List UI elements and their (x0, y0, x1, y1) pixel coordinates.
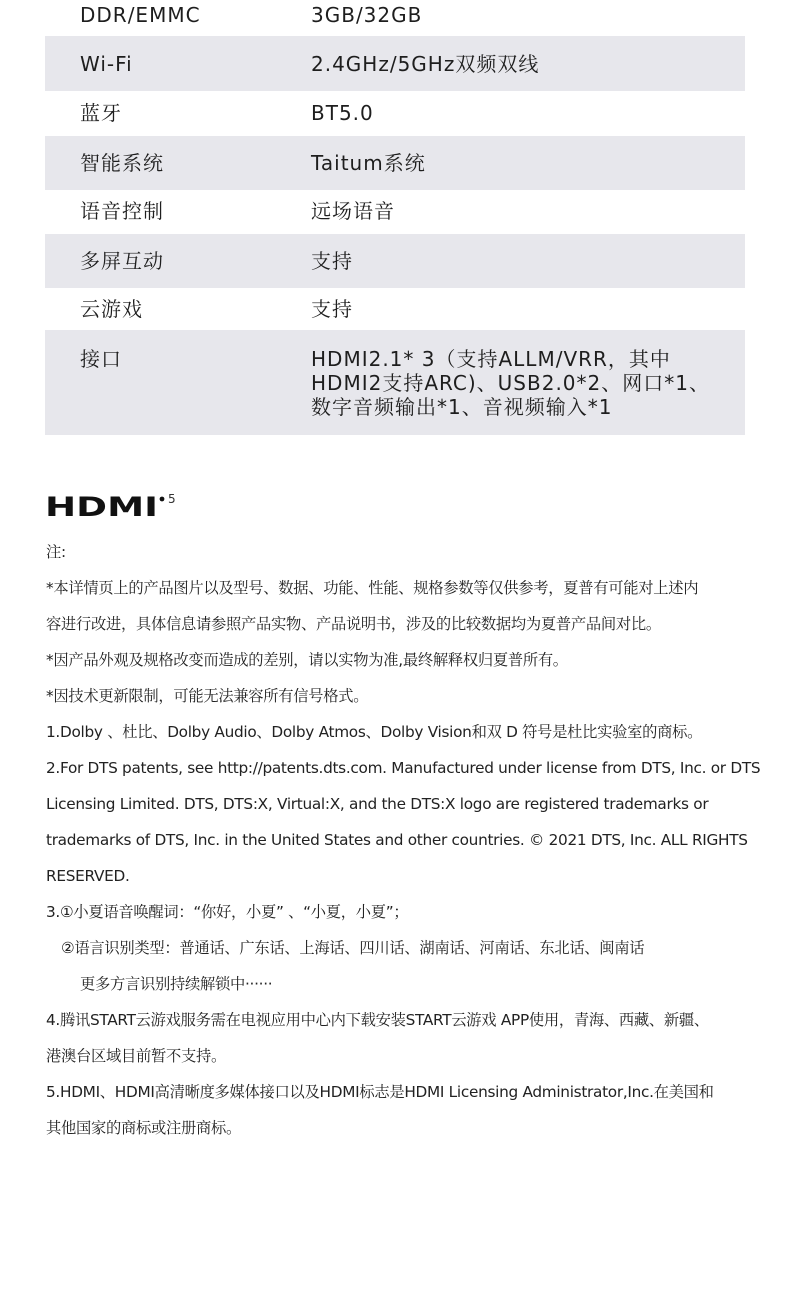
spec-label: 云游戏 (80, 297, 143, 321)
spec-row-wifi (45, 36, 745, 91)
note-line: 更多方言识别持续解锁中······ (80, 975, 273, 993)
spec-value: 远场语音 (311, 199, 395, 223)
spec-label: 多屏互动 (80, 249, 164, 273)
note-line: 5.HDMI、HDMI高清晰度多媒体接口以及HDMI标志是HDMI Licensing Administrator,Inc.在美国和 (46, 1083, 714, 1101)
hdmi-logo-text: HDMI (45, 492, 158, 522)
hdmi-logo (45, 490, 185, 526)
spec-value-line: HDMI2支持ARC)、USB2.0*2、网口*1、 (311, 371, 710, 395)
spec-value: 2.4GHz/5GHz双频双线 (311, 52, 540, 76)
note-line: *本详情页上的产品图片以及型号、数据、功能、性能、规格参数等仅供参考，夏普有可能对上述内 (46, 579, 699, 597)
note-line: 4.腾讯START云游戏服务需在电视应用中心内下载安装START云游戏 APP使用，青海、西藏、新疆、 (46, 1011, 709, 1029)
note-line: 其他国家的商标或注册商标。 (46, 1119, 241, 1137)
note-line: RESERVED. (46, 867, 130, 885)
note-line: ②语言识别类型：普通话、广东话、上海话、四川话、湖南话、河南话、东北话、闽南话 (61, 939, 645, 957)
spec-value: 支持 (311, 249, 353, 273)
spec-value: 3GB/32GB (311, 3, 423, 27)
note-line: 容进行改进，具体信息请参照产品实物、产品说明书，涉及的比较数据均为夏普产品间对比。 (46, 615, 661, 633)
note-line: *因技术更新限制，可能无法兼容所有信号格式。 (46, 687, 369, 705)
spec-row-system (45, 136, 745, 190)
spec-label: 语音控制 (80, 199, 164, 223)
spec-value-line: HDMI2.1* 3（支持ALLM/VRR，其中 (311, 347, 671, 371)
spec-label: 接口 (80, 347, 122, 371)
note-line: trademarks of DTS, Inc. in the United States and other countries. © 2021 DTS, Inc. ALL RIGHTS (46, 831, 748, 849)
spec-row-cloudgame (45, 288, 745, 330)
spec-label: DDR/EMMC (80, 3, 201, 27)
spec-row-multiscreen (45, 234, 745, 288)
note-line: 2.For DTS patents, see http://patents.dts.com. Manufactured under license from DTS, Inc. or DTS (46, 759, 761, 777)
spec-value-line: 数字音频输出*1、音视频输入*1 (311, 395, 613, 419)
hdmi-logo-superscript: 5 (168, 492, 176, 506)
notes-heading: 注: (46, 543, 66, 561)
spec-value: 支持 (311, 297, 353, 321)
note-line: 1.Dolby 、杜比、Dolby Audio、Dolby Atmos、Dolby Vision和双 D 符号是杜比实验室的商标。 (46, 723, 703, 741)
spec-row-ddr (45, 0, 745, 36)
spec-label: Wi-Fi (80, 52, 133, 76)
note-line: Licensing Limited. DTS, DTS:X, Virtual:X, and the DTS:X logo are registered trademarks or (46, 795, 709, 813)
spec-label: 蓝牙 (80, 101, 122, 125)
spec-value: Taitum系统 (311, 151, 426, 175)
hdmi-logo-mark (45, 490, 185, 522)
spec-row-bluetooth (45, 91, 745, 136)
note-line: 港澳台区域目前暂不支持。 (46, 1047, 226, 1065)
spec-row-voice (45, 190, 745, 234)
spec-value: BT5.0 (311, 101, 374, 125)
spec-table (45, 0, 745, 435)
note-line: 3.①小夏语音唤醒词：“你好，小夏” 、“小夏，小夏”； (46, 903, 409, 921)
spec-label: 智能系统 (80, 151, 164, 175)
spec-row-ports (45, 330, 745, 435)
note-line: *因产品外观及规格改变而造成的差别，请以实物为准,最终解释权归夏普所有。 (46, 651, 568, 669)
